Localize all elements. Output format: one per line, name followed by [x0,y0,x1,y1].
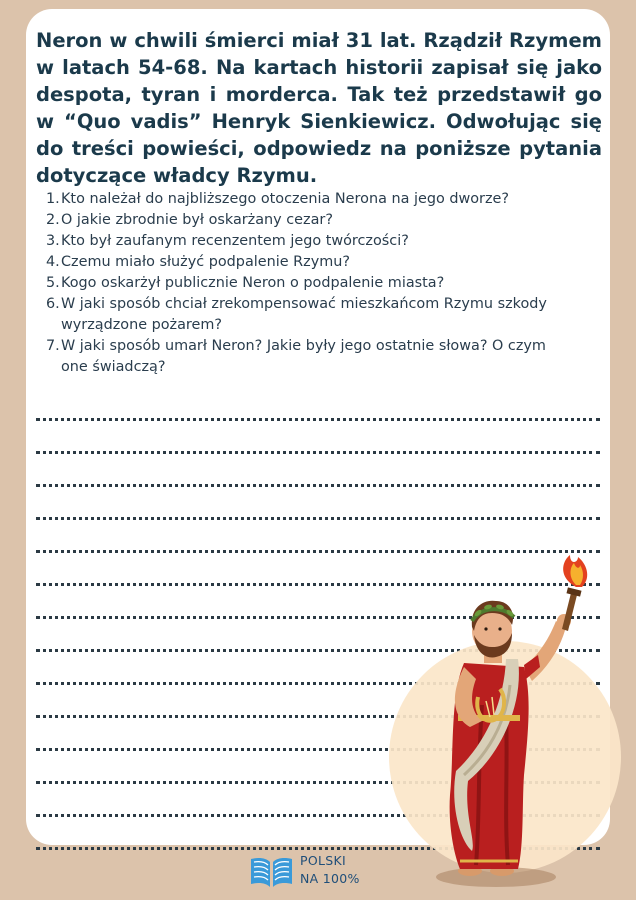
question-number: 4. [46,254,60,270]
answer-line [36,388,600,421]
question-text: Czemu miało służyć podpalenie Rzymu? [61,254,351,270]
question-number: 5. [46,275,60,291]
footer-brand [300,852,360,888]
question-text: Kogo oskarżył publicznie Neron o podpalenie miasta? [61,275,445,291]
question-text: Kto należał do najbliższego otoczenia Nerona na jego dworze? [61,191,510,207]
question-number: 2. [46,212,60,228]
answer-line [36,487,600,520]
question-item [38,189,558,210]
question-item [38,210,558,231]
question-text: O jakie zbrodnie był oskarżany cezar? [61,212,333,228]
question-list [38,189,558,378]
intro-paragraph: Neron w chwili śmierci miał 31 lat. Rządził Rzymem w latach 54-68. Na kartach historii zapisał się jako despota, tyran i morderca. Tak też przedstawił go w “Quo vadis” Henryk Sienkiewicz. Odwołując się do treści powieści, odpowiedz na poniższe pytania dotyczące władcy Rzymu. [36,29,602,187]
question-number: 1. [46,191,60,207]
question-item [38,273,558,294]
question-item [38,336,558,378]
question-text: W jaki sposób chciał zrekompensować mieszkańcom Rzymu szkody wyrządzone pożarem? [61,296,547,333]
footer-brand-line2: NA 100% [300,871,360,886]
question-number: 6. [46,296,60,312]
answer-line [36,520,600,553]
answer-line [36,421,600,454]
answer-line [36,454,600,487]
question-item [38,231,558,252]
question-number: 7. [46,338,60,354]
footer-brand-line1: POLSKI [300,853,346,868]
open-book-icon [249,853,294,889]
question-text: W jaki sposób umarł Neron? Jakie były jego ostatnie słowa? O czym one świadczą? [61,338,546,375]
nero-with-torch-illustration [420,555,600,890]
question-number: 3. [46,233,60,249]
question-text: Kto był zaufanym recenzentem jego twórczości? [61,233,409,249]
question-item [38,252,558,273]
question-item [38,294,558,336]
